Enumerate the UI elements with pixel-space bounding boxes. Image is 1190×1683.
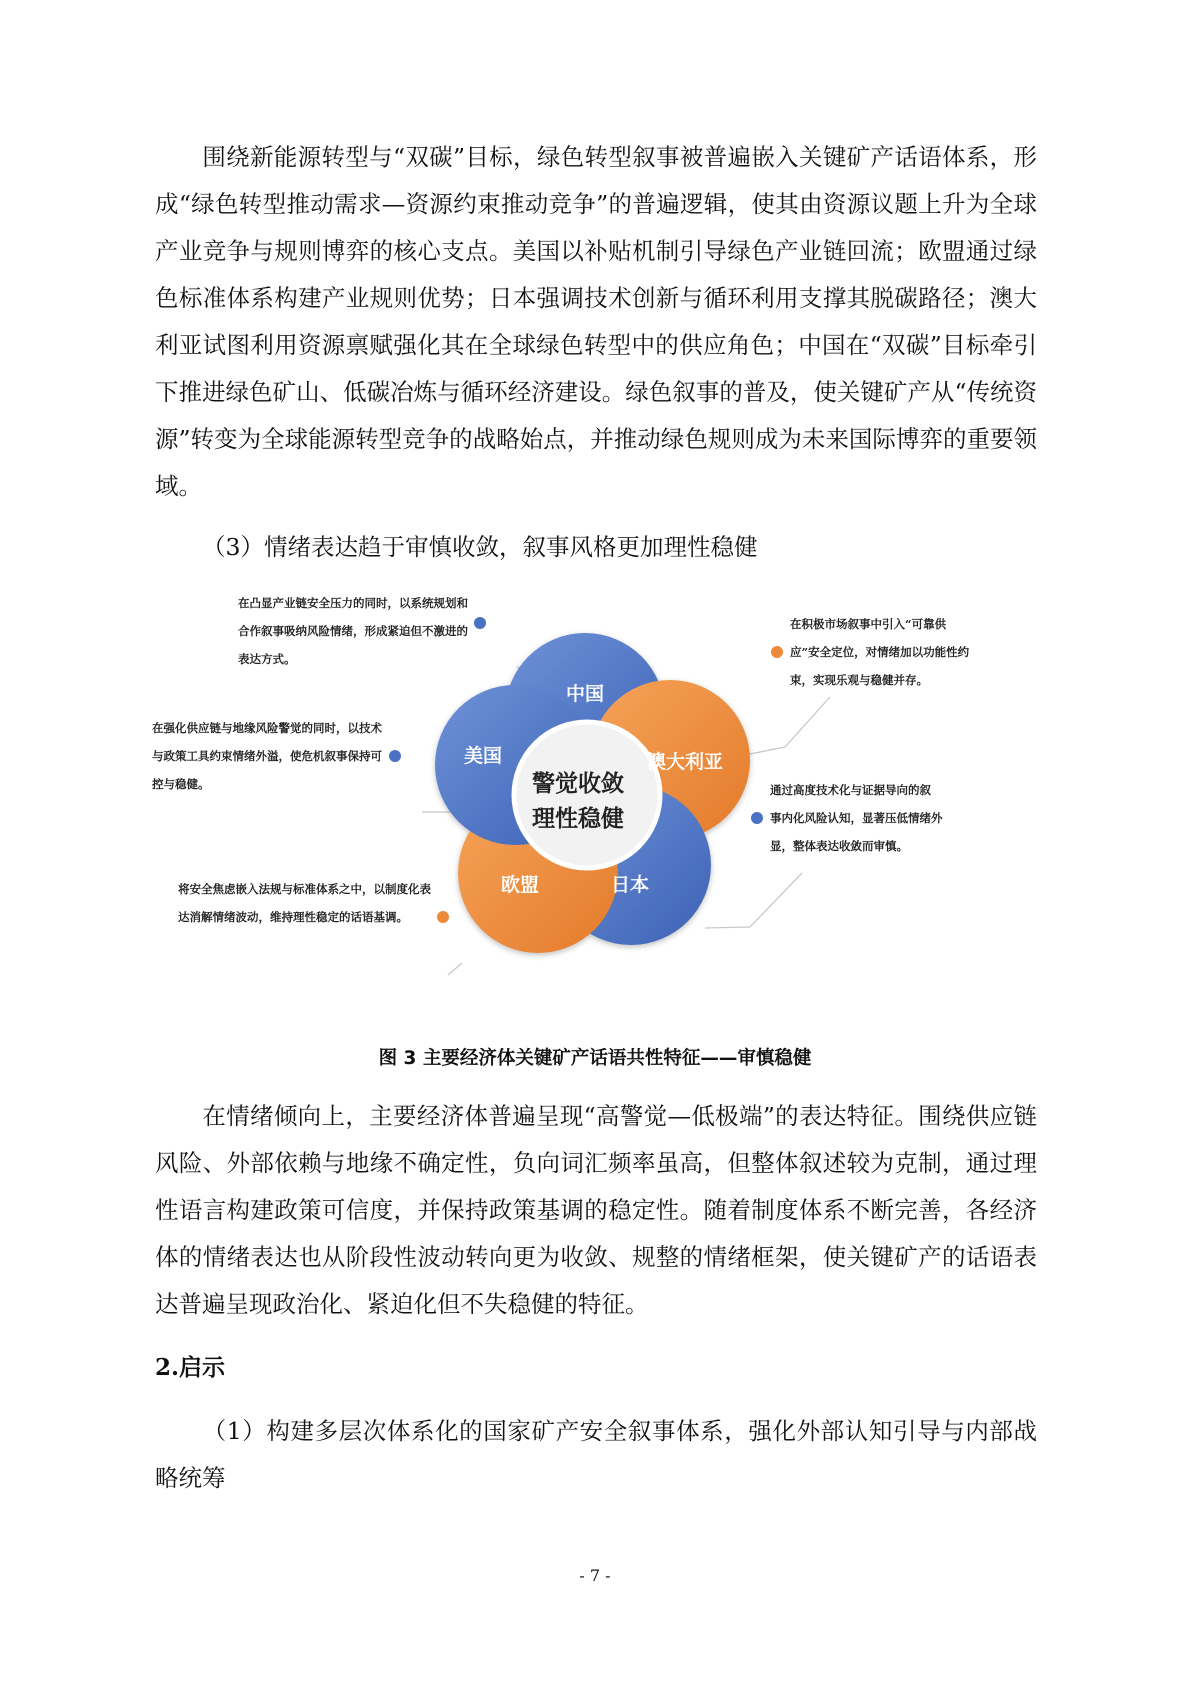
petal-label-japan: 日本 — [610, 874, 650, 896]
dot-usa — [389, 750, 401, 762]
connector-eu — [448, 963, 462, 975]
annotation-china-line1: 在凸显产业链安全压力的同时，以系统规划和 — [238, 596, 468, 610]
dot-japan — [751, 812, 763, 824]
subheading-emotion: （3）情绪表达趋于审慎收敛，叙事风格更加理性稳健 — [202, 533, 758, 561]
dot-china — [474, 617, 486, 629]
paragraph-text: 在情绪倾向上，主要经济体普遍呈现“高警觉—低极端”的表达特征。围绕供应链风险、外部依赖与地缘不确定性，负向词汇频率虽高，但整体叙述较为克制，通过理性语言构建政策可信度，并保持政策基调的稳定性。随着制度体系不断完善，各经济体的情绪表达也从阶段性波动转向更为收敛、规整的情绪框架，使关键矿产的话语表达普遍呈现政治化、紧迫化但不失稳健的特征。 — [155, 1102, 1037, 1318]
petal-label-usa: 美国 — [463, 745, 503, 767]
annotation-usa-line1: 在强化供应链与地缘风险警觉的同时，以技术 — [152, 721, 382, 735]
annotation-australia — [790, 617, 970, 687]
petal-label-eu: 欧盟 — [500, 874, 540, 896]
center-label-line2: 理性稳健 — [532, 806, 624, 832]
annotation-australia-line2: 应”安全定位，对情绪加以功能性约 — [790, 645, 970, 659]
annotation-japan — [770, 783, 943, 853]
petal-label-australia: 澳大利亚 — [646, 751, 724, 773]
annotation-usa — [151, 721, 382, 791]
page-number: - 7 - — [579, 1566, 611, 1585]
annotation-japan-line3: 显，整体表达收敛而审慎。 — [770, 839, 908, 853]
annotation-eu — [178, 882, 431, 924]
annotation-eu-line1: 将安全焦虑嵌入法规与标准体系之中，以制度化表 — [178, 882, 431, 896]
dot-eu — [437, 911, 449, 923]
annotation-china-line3: 表达方式。 — [238, 652, 296, 666]
figure-flower-diagram — [150, 585, 1040, 985]
annotation-usa-line2: 与政策工具约束情绪外溢，使危机叙事保持可 — [152, 749, 382, 763]
annotation-australia-line1: 在积极市场叙事中引入“可靠供 — [790, 617, 947, 631]
paragraph-emotion-tendency — [155, 1093, 1037, 1328]
paragraph-text: （1）构建多层次体系化的国家矿产安全叙事体系，强化外部认知引导与内部战略统筹 — [155, 1417, 1037, 1492]
figure-caption: 图 3 主要经济体关键矿产话语共性特征——审慎稳健 — [378, 1048, 812, 1069]
dot-australia — [771, 646, 783, 658]
center-label-line1: 警觉收敛 — [532, 771, 624, 797]
annotation-japan-line2: 事内化风险认知，显著压低情绪外 — [770, 811, 943, 825]
paragraph-green-narrative — [155, 134, 1037, 510]
annotation-japan-line1: 通过高度技术化与证据导向的叙 — [770, 783, 931, 797]
connector-japan — [705, 873, 802, 928]
annotation-china-line2: 合作叙事吸纳风险情绪，形成紧迫但不激进的 — [238, 624, 468, 638]
paragraph-implication-1 — [155, 1408, 1037, 1502]
annotation-china — [238, 596, 468, 666]
annotation-australia-line3: 束，实现乐观与稳健并存。 — [790, 673, 928, 687]
paragraph-text: 围绕新能源转型与“双碳”目标，绿色转型叙事被普遍嵌入关键矿产话语体系，形成“绿色转型推动需求—资源约束推动竞争”的普遍逻辑，使其由资源议题上升为全球产业竞争与规则博弈的核心支点。美国以补贴机制引导绿色产业链回流；欧盟通过绿色标准体系构建产业规则优势；日本强调技术创新与循环利用支撑其脱碳路径；澳大利亚试图利用资源禀赋强化其在全球绿色转型中的供应角色；中国在“双碳”目标牵引下推进绿色矿山、低碳冶炼与循环经济建设。绿色叙事的普及，使关键矿产从“传统资源”转变为全球能源转型竞争的战略始点，并推动绿色规则成为未来国际博弈的重要领域。 — [155, 143, 1037, 500]
annotation-eu-line2: 达消解情绪波动，维持理性稳定的话语基调。 — [178, 910, 408, 924]
petal-label-china: 中国 — [565, 683, 605, 705]
annotation-usa-line3: 控与稳健。 — [152, 777, 210, 791]
section-heading-implications: 2.启示 — [155, 1354, 226, 1381]
